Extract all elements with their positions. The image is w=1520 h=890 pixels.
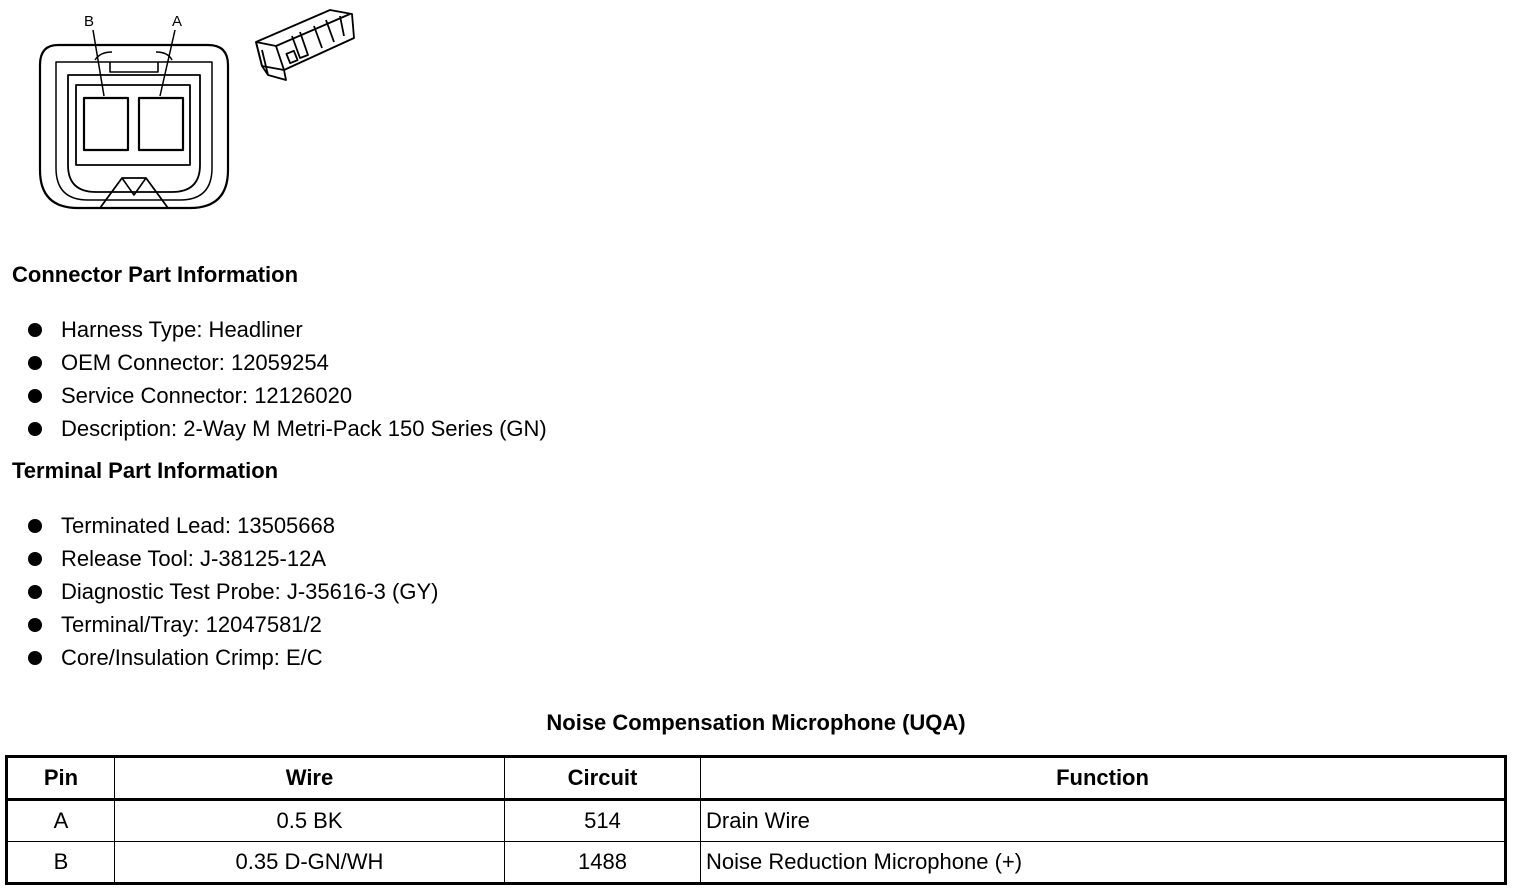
connector-info-title: Connector Part Information — [12, 262, 299, 287]
list-item-text: Release Tool: J-38125-12A — [61, 546, 326, 571]
header-pin: Pin — [7, 757, 115, 800]
header-circuit: Circuit — [505, 757, 701, 800]
header-function: Function — [701, 757, 1506, 800]
bullet-icon — [28, 356, 42, 370]
bullet-icon — [28, 618, 42, 632]
cell-pin: A — [7, 800, 115, 842]
list-item-text: Description: 2-Way M Metri-Pack 150 Series (GN) — [61, 416, 547, 441]
table-header-row — [7, 757, 1506, 800]
pin-table-title: Noise Compensation Microphone (UQA) — [546, 710, 966, 735]
cell-function: Drain Wire — [701, 800, 1506, 842]
cell-wire: 0.5 BK — [115, 800, 505, 842]
list-item — [28, 509, 438, 542]
list-item-text: OEM Connector: 12059254 — [61, 350, 329, 375]
connector-face-icon — [40, 30, 228, 208]
connector-diagram — [0, 0, 380, 230]
cell-pin: B — [7, 842, 115, 884]
cell-function: Noise Reduction Microphone (+) — [701, 842, 1506, 884]
list-item-text: Service Connector: 12126020 — [61, 383, 353, 408]
bullet-icon — [28, 552, 42, 566]
list-item-text: Core/Insulation Crimp: E/C — [61, 645, 323, 670]
bullet-icon — [28, 585, 42, 599]
bullet-icon — [28, 651, 42, 665]
list-item — [28, 412, 547, 445]
cell-wire: 0.35 D-GN/WH — [115, 842, 505, 884]
table-row — [7, 842, 1506, 884]
header-wire: Wire — [115, 757, 505, 800]
list-item — [28, 608, 438, 641]
connector-isometric-icon — [256, 10, 354, 80]
pin-label-b: B — [84, 13, 95, 30]
terminal-info-list — [28, 509, 438, 674]
list-item — [28, 575, 438, 608]
list-item — [28, 641, 438, 674]
terminal-info-title: Terminal Part Information — [12, 458, 279, 483]
cell-circuit: 514 — [505, 800, 701, 842]
cell-circuit: 1488 — [505, 842, 701, 884]
list-item-text: Terminated Lead: 13505668 — [61, 513, 335, 538]
bullet-icon — [28, 422, 42, 436]
list-item — [28, 542, 438, 575]
list-item — [28, 346, 547, 379]
table-row — [7, 800, 1506, 842]
list-item — [28, 379, 547, 412]
pin-label-a: A — [172, 13, 183, 30]
list-item — [28, 313, 547, 346]
bullet-icon — [28, 519, 42, 533]
pin-table — [5, 755, 1507, 885]
list-item-text: Harness Type: Headliner — [61, 317, 303, 342]
bullet-icon — [28, 323, 42, 337]
connector-info-list — [28, 313, 547, 445]
list-item-text: Diagnostic Test Probe: J-35616-3 (GY) — [61, 579, 439, 604]
list-item-text: Terminal/Tray: 12047581/2 — [61, 612, 322, 637]
bullet-icon — [28, 389, 42, 403]
